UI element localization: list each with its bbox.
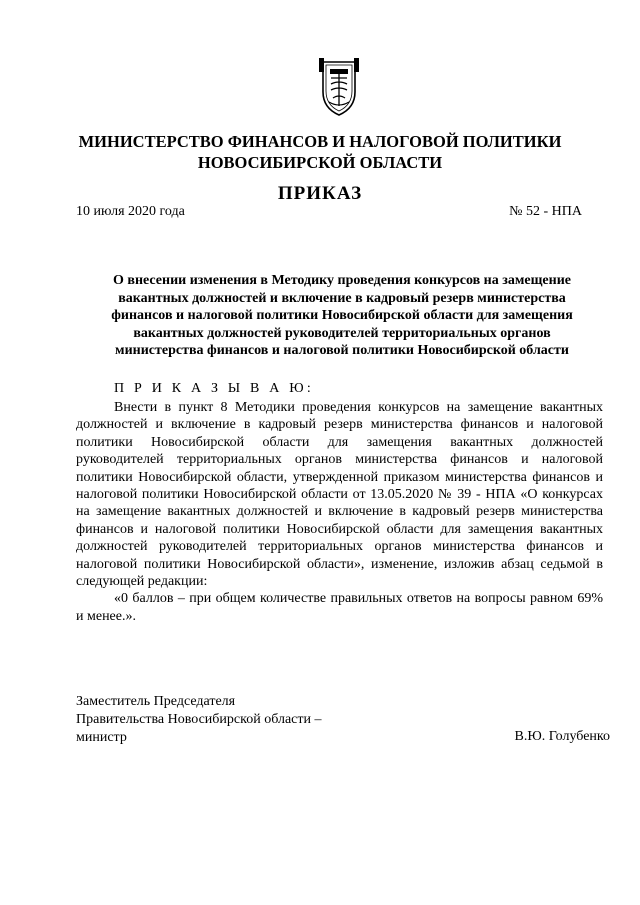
body-paragraph: «0 баллов – при общем количестве правильных ответов на вопросы равном 69% и менее.». (76, 591, 603, 624)
ministry-line-1: МИНИСТЕРСТВО ФИНАНСОВ И НАЛОГОВОЙ ПОЛИТИКИ (78, 132, 562, 151)
order-word: П Р И К А З Ы В А Ю: (114, 381, 314, 396)
signatory-position (76, 693, 322, 747)
position-line: министр (76, 730, 127, 745)
coat-of-arms-icon (317, 58, 361, 118)
body-paragraph: Внести в пункт 8 Методики проведения конкурсов на замещение вакантных должностей и включение в кадровый резерв министерства финансов и налоговой политики Новосибирской области для замещения вакантных должностей руководителей территориальных органов министерства финансов и налоговой политики Новосибирской области, утвержденной приказом министерства финансов и налоговой политики Новосибирской области от 13.05.2020 № 39 - НПА «О конкурсах на замещение вакантных должностей и включение в кадровый резерв министерства финансов и налоговой политики Новосибирской области для замещения вакантных должностей руководителей территориальных органов министерства финансов и налоговой политики Новосибирской области», изменение, изложив абзац седьмой в следующей редакции: (76, 400, 603, 590)
document-number: № 52 - НПА (509, 204, 582, 219)
signatory-name: В.Ю. Голубенко (514, 729, 610, 744)
position-line: Заместитель Председателя (76, 694, 236, 709)
subject-line: О внесении изменения в Методику проведения конкурсов на замещение (113, 273, 571, 288)
document-type: ПРИКАЗ (277, 183, 363, 204)
subject-line: министерства финансов и налоговой политики Новосибирской области (115, 343, 569, 358)
document-subject (80, 272, 604, 360)
subject-line: вакантных должностей руководителей территориальных органов (133, 325, 551, 341)
position-line: Правительства Новосибирской области – (76, 712, 322, 727)
subject-line: вакантных должностей и включение в кадровый резерв министерства (118, 290, 566, 306)
document-body (76, 399, 603, 625)
ministry-line-2: НОВОСИБИРСКОЙ ОБЛАСТИ (197, 153, 443, 172)
ministry-name (0, 131, 640, 173)
document-date: 10 июля 2020 года (76, 204, 185, 219)
subject-line: финансов и налоговой политики Новосибирской области для замещения (111, 308, 573, 323)
